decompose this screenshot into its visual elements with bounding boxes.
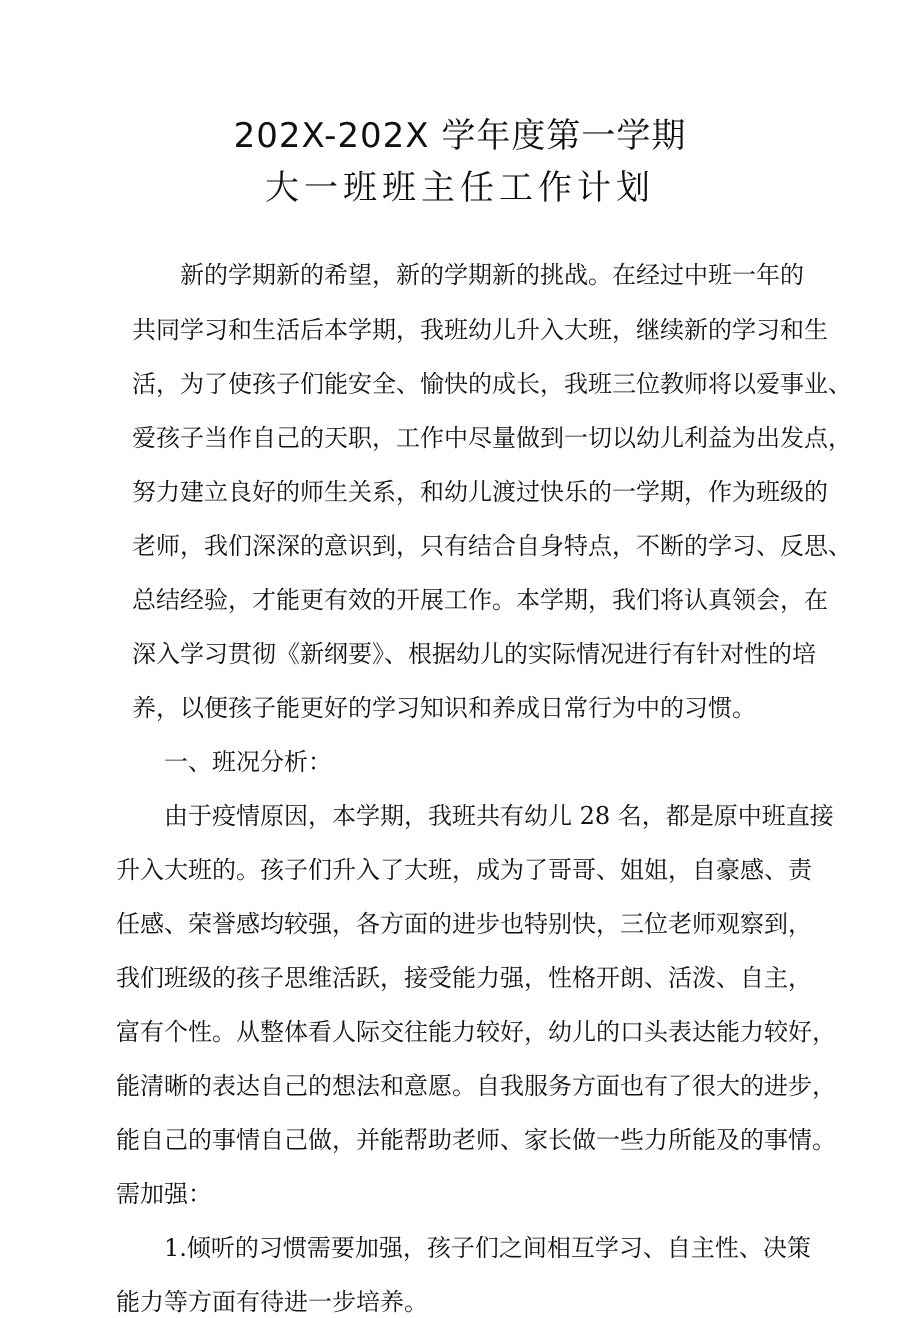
document-title-line-2: 大一班班主任工作计划	[265, 168, 655, 208]
item-1-line: 1.倾听的习惯需要加强，孩子们之间相互学习、自主性、决策	[164, 1234, 811, 1262]
section-1-paragraph-line: 能清晰的表达自己的想法和意愿。自我服务方面也有了很大的进步，	[116, 1072, 836, 1100]
intro-paragraph-line: 养，以便孩子能更好的学习知识和养成日常行为中的习惯。	[132, 694, 756, 722]
intro-paragraph-line: 共同学习和生活后本学期，我班幼儿升入大班，继续新的学习和生	[132, 316, 828, 344]
intro-paragraph-line: 深入学习贯彻《新纲要》、根据幼儿的实际情况进行有针对性的培	[132, 640, 816, 668]
document-title-line-1: 202X-202X 学年度第一学期	[233, 116, 687, 156]
section-1-paragraph-line: 富有个性。从整体看人际交往能力较好，幼儿的口头表达能力较好，	[116, 1018, 836, 1046]
section-1-paragraph-line: 能自己的事情自己做，并能帮助老师、家长做一些力所能及的事情。	[116, 1126, 836, 1154]
intro-paragraph-line: 老师，我们深深的意识到，只有结合自身特点，不断的学习、反思、	[132, 532, 852, 560]
intro-paragraph-line: 总结经验，才能更有效的开展工作。本学期，我们将认真领会，在	[132, 586, 828, 614]
section-1-paragraph-line: 升入大班的。孩子们升入了大班，成为了哥哥、姐姐，自豪感、责	[116, 856, 812, 884]
section-1-paragraph-line: 需加强：	[116, 1180, 212, 1208]
item-1-line: 能力等方面有待进一步培养。	[116, 1288, 428, 1316]
section-1-paragraph-line: 由于疫情原因，本学期，我班共有幼儿 28 名，都是原中班直接	[164, 802, 834, 830]
intro-paragraph-line: 活，为了使孩子们能安全、愉快的成长，我班三位教师将以爱事业、	[132, 370, 852, 398]
intro-paragraph-line: 爱孩子当作自己的天职，工作中尽量做到一切以幼儿利益为出发点，	[132, 424, 852, 452]
section-1-paragraph-line: 任感、荣誉感均较强，各方面的进步也特别快，三位老师观察到，	[116, 910, 812, 938]
section-1-paragraph-line: 我们班级的孩子思维活跃，接受能力强，性格开朗、活泼、自主，	[116, 964, 812, 992]
intro-paragraph-line: 新的学期新的希望，新的学期新的挑战。在经过中班一年的	[180, 261, 804, 289]
intro-paragraph-line: 努力建立良好的师生关系，和幼儿渡过快乐的一学期，作为班级的	[132, 478, 828, 506]
section-1-heading: 一、班况分析：	[164, 748, 332, 776]
